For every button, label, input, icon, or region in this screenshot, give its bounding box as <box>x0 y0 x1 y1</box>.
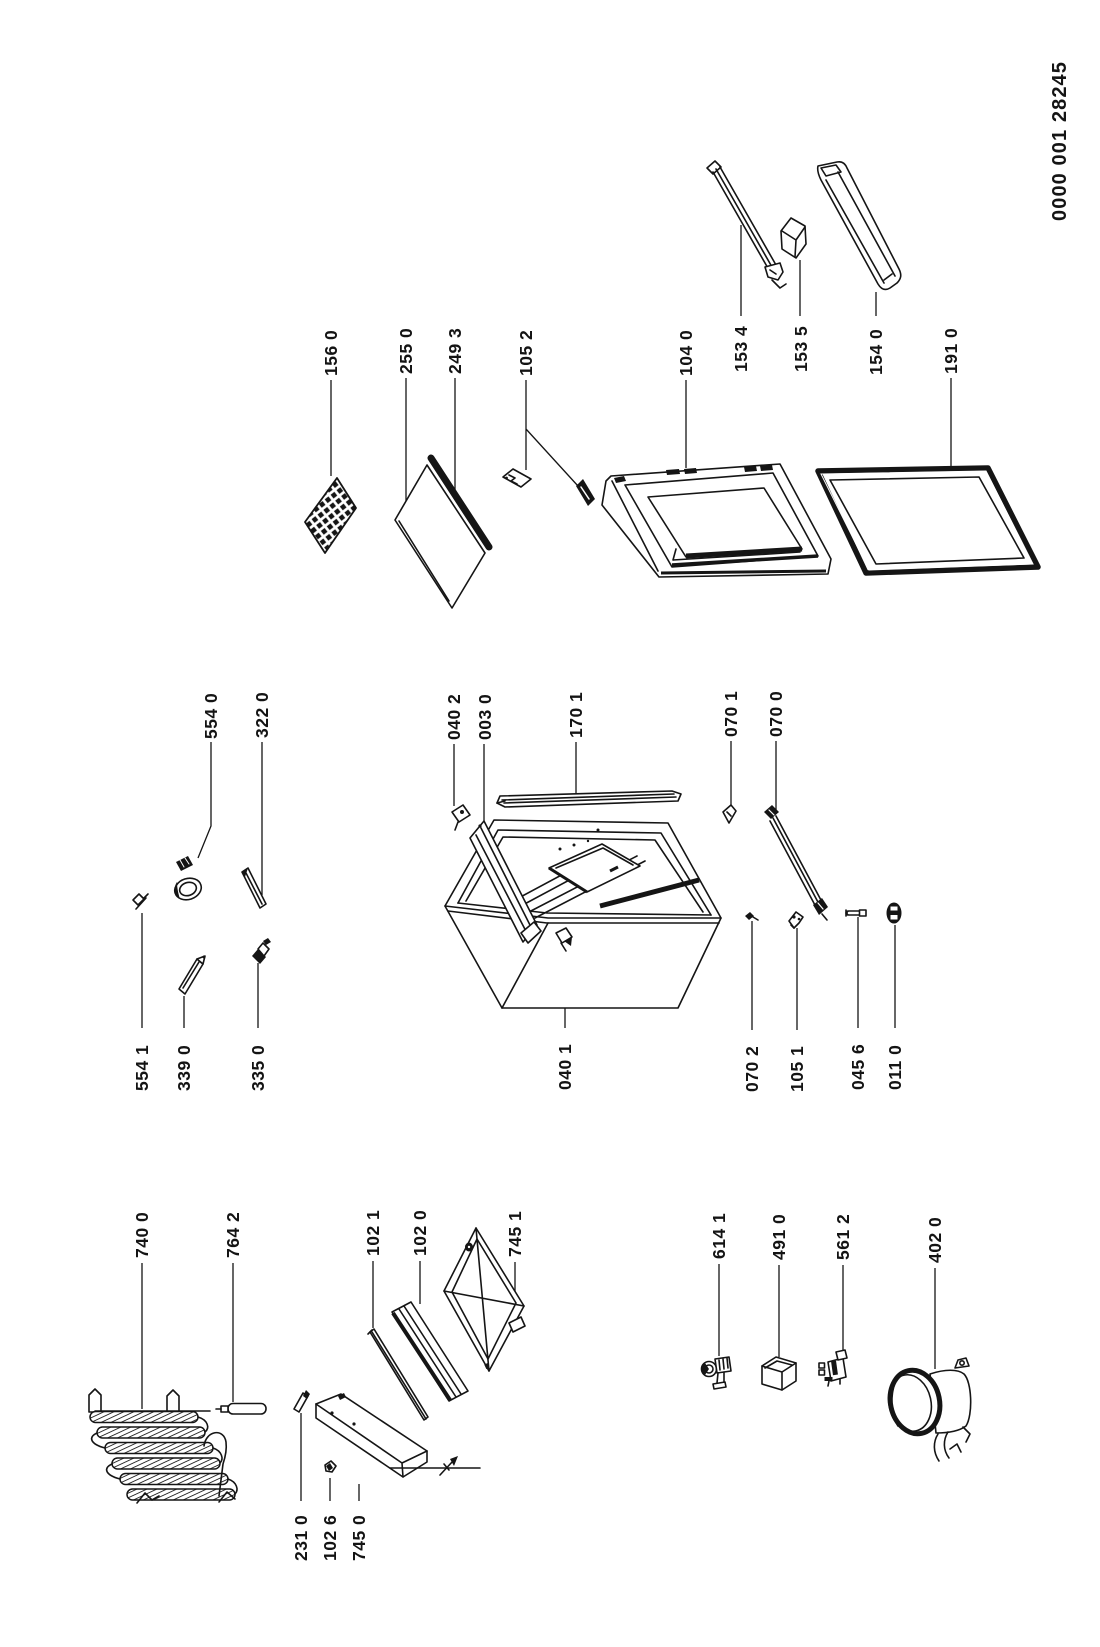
part-label-491-0: 491 0 <box>769 1213 789 1260</box>
part-label-745-1: 745 1 <box>505 1210 525 1257</box>
handle-rail-icon <box>818 162 901 290</box>
part-label-070-1: 070 1 <box>721 690 741 737</box>
part-label-003-0: 003 0 <box>475 693 495 740</box>
glass-shelf-icon <box>395 465 485 608</box>
shelf-bracket-icon <box>503 469 531 487</box>
pin-231-icon <box>294 1390 310 1412</box>
capillary-tube-icon <box>179 956 206 995</box>
part-label-191-0: 191 0 <box>941 327 961 374</box>
part-label-040-2: 040 2 <box>444 693 464 740</box>
thermostat-614-icon <box>702 1357 732 1389</box>
part-label-105-1: 105 1 <box>787 1045 807 1092</box>
shelf-clip-icon <box>576 479 595 506</box>
handle-bar-icon <box>707 161 786 288</box>
part-label-231-0: 231 0 <box>291 1514 311 1561</box>
part-label-153-4: 153 4 <box>731 325 751 372</box>
trim-strip-070-icon <box>764 805 828 920</box>
clip-102-6-icon <box>325 1461 336 1472</box>
evaporator-plate-icon <box>316 1393 480 1477</box>
part-label-249-3: 249 3 <box>445 327 465 374</box>
corner-clip-icon <box>723 805 736 823</box>
door-gasket-icon <box>818 468 1038 573</box>
valve-fitting-icon <box>252 938 271 964</box>
part-label-402-0: 402 0 <box>925 1216 945 1263</box>
ice-cube-tray-icon <box>305 478 356 553</box>
part-label-339-0: 339 0 <box>174 1044 194 1091</box>
document-number: 0000 001 28245 <box>1049 61 1071 221</box>
section-bottom <box>89 1210 971 1561</box>
top-trim-strip-icon <box>497 791 681 807</box>
part-label-335-0: 335 0 <box>248 1044 268 1091</box>
handle-end-cap-icon <box>781 218 806 258</box>
part-label-040-1: 040 1 <box>555 1043 575 1090</box>
part-label-070-0: 070 0 <box>766 690 786 737</box>
bracket-105-icon <box>789 912 803 928</box>
part-label-170-1: 170 1 <box>566 691 586 738</box>
hinge-top-icon <box>452 805 470 830</box>
part-label-105-2: 105 2 <box>516 329 536 376</box>
grommet-icon <box>887 903 902 924</box>
part-label-255-0: 255 0 <box>396 327 416 374</box>
part-label-102-1: 102 1 <box>363 1209 383 1256</box>
drier-filter-icon <box>216 1404 266 1415</box>
terminal-cover-icon <box>762 1357 796 1390</box>
condenser-coil-icon <box>89 1389 237 1503</box>
part-label-153-5: 153 5 <box>791 325 811 372</box>
part-label-104-0: 104 0 <box>676 329 696 376</box>
part-label-561-2: 561 2 <box>833 1213 853 1260</box>
part-label-554-1: 554 1 <box>132 1044 152 1091</box>
part-label-764-2: 764 2 <box>223 1211 243 1258</box>
section-top <box>305 161 1038 608</box>
part-label-102-0: 102 0 <box>410 1209 430 1256</box>
part-label-322-0: 322 0 <box>252 691 272 738</box>
part-label-740-0: 740 0 <box>132 1211 152 1258</box>
part-label-614-1: 614 1 <box>709 1212 729 1259</box>
compressor-icon <box>884 1358 971 1461</box>
part-label-154-0: 154 0 <box>866 328 886 375</box>
part-label-070-2: 070 2 <box>742 1045 762 1092</box>
leader-554-0 <box>198 742 211 858</box>
inner-door-icon <box>602 464 831 577</box>
part-label-554-0: 554 0 <box>201 692 221 739</box>
part-label-011-0: 011 0 <box>885 1044 905 1090</box>
thermostat-screw-icon <box>133 894 148 909</box>
starter-relay-icon <box>819 1350 847 1386</box>
leader-105-2 <box>526 380 578 486</box>
part-label-745-0: 745 0 <box>349 1514 369 1561</box>
part-label-045-6: 045 6 <box>848 1043 868 1090</box>
part-label-102-6: 102 6 <box>320 1514 340 1561</box>
thermostat-knob-icon <box>172 856 204 903</box>
section-middle <box>132 691 905 1092</box>
screw-070-icon <box>745 912 758 920</box>
cabinet-body-icon <box>445 820 721 1008</box>
roller-pin-icon <box>846 910 866 916</box>
part-label-156-0: 156 0 <box>321 329 341 376</box>
